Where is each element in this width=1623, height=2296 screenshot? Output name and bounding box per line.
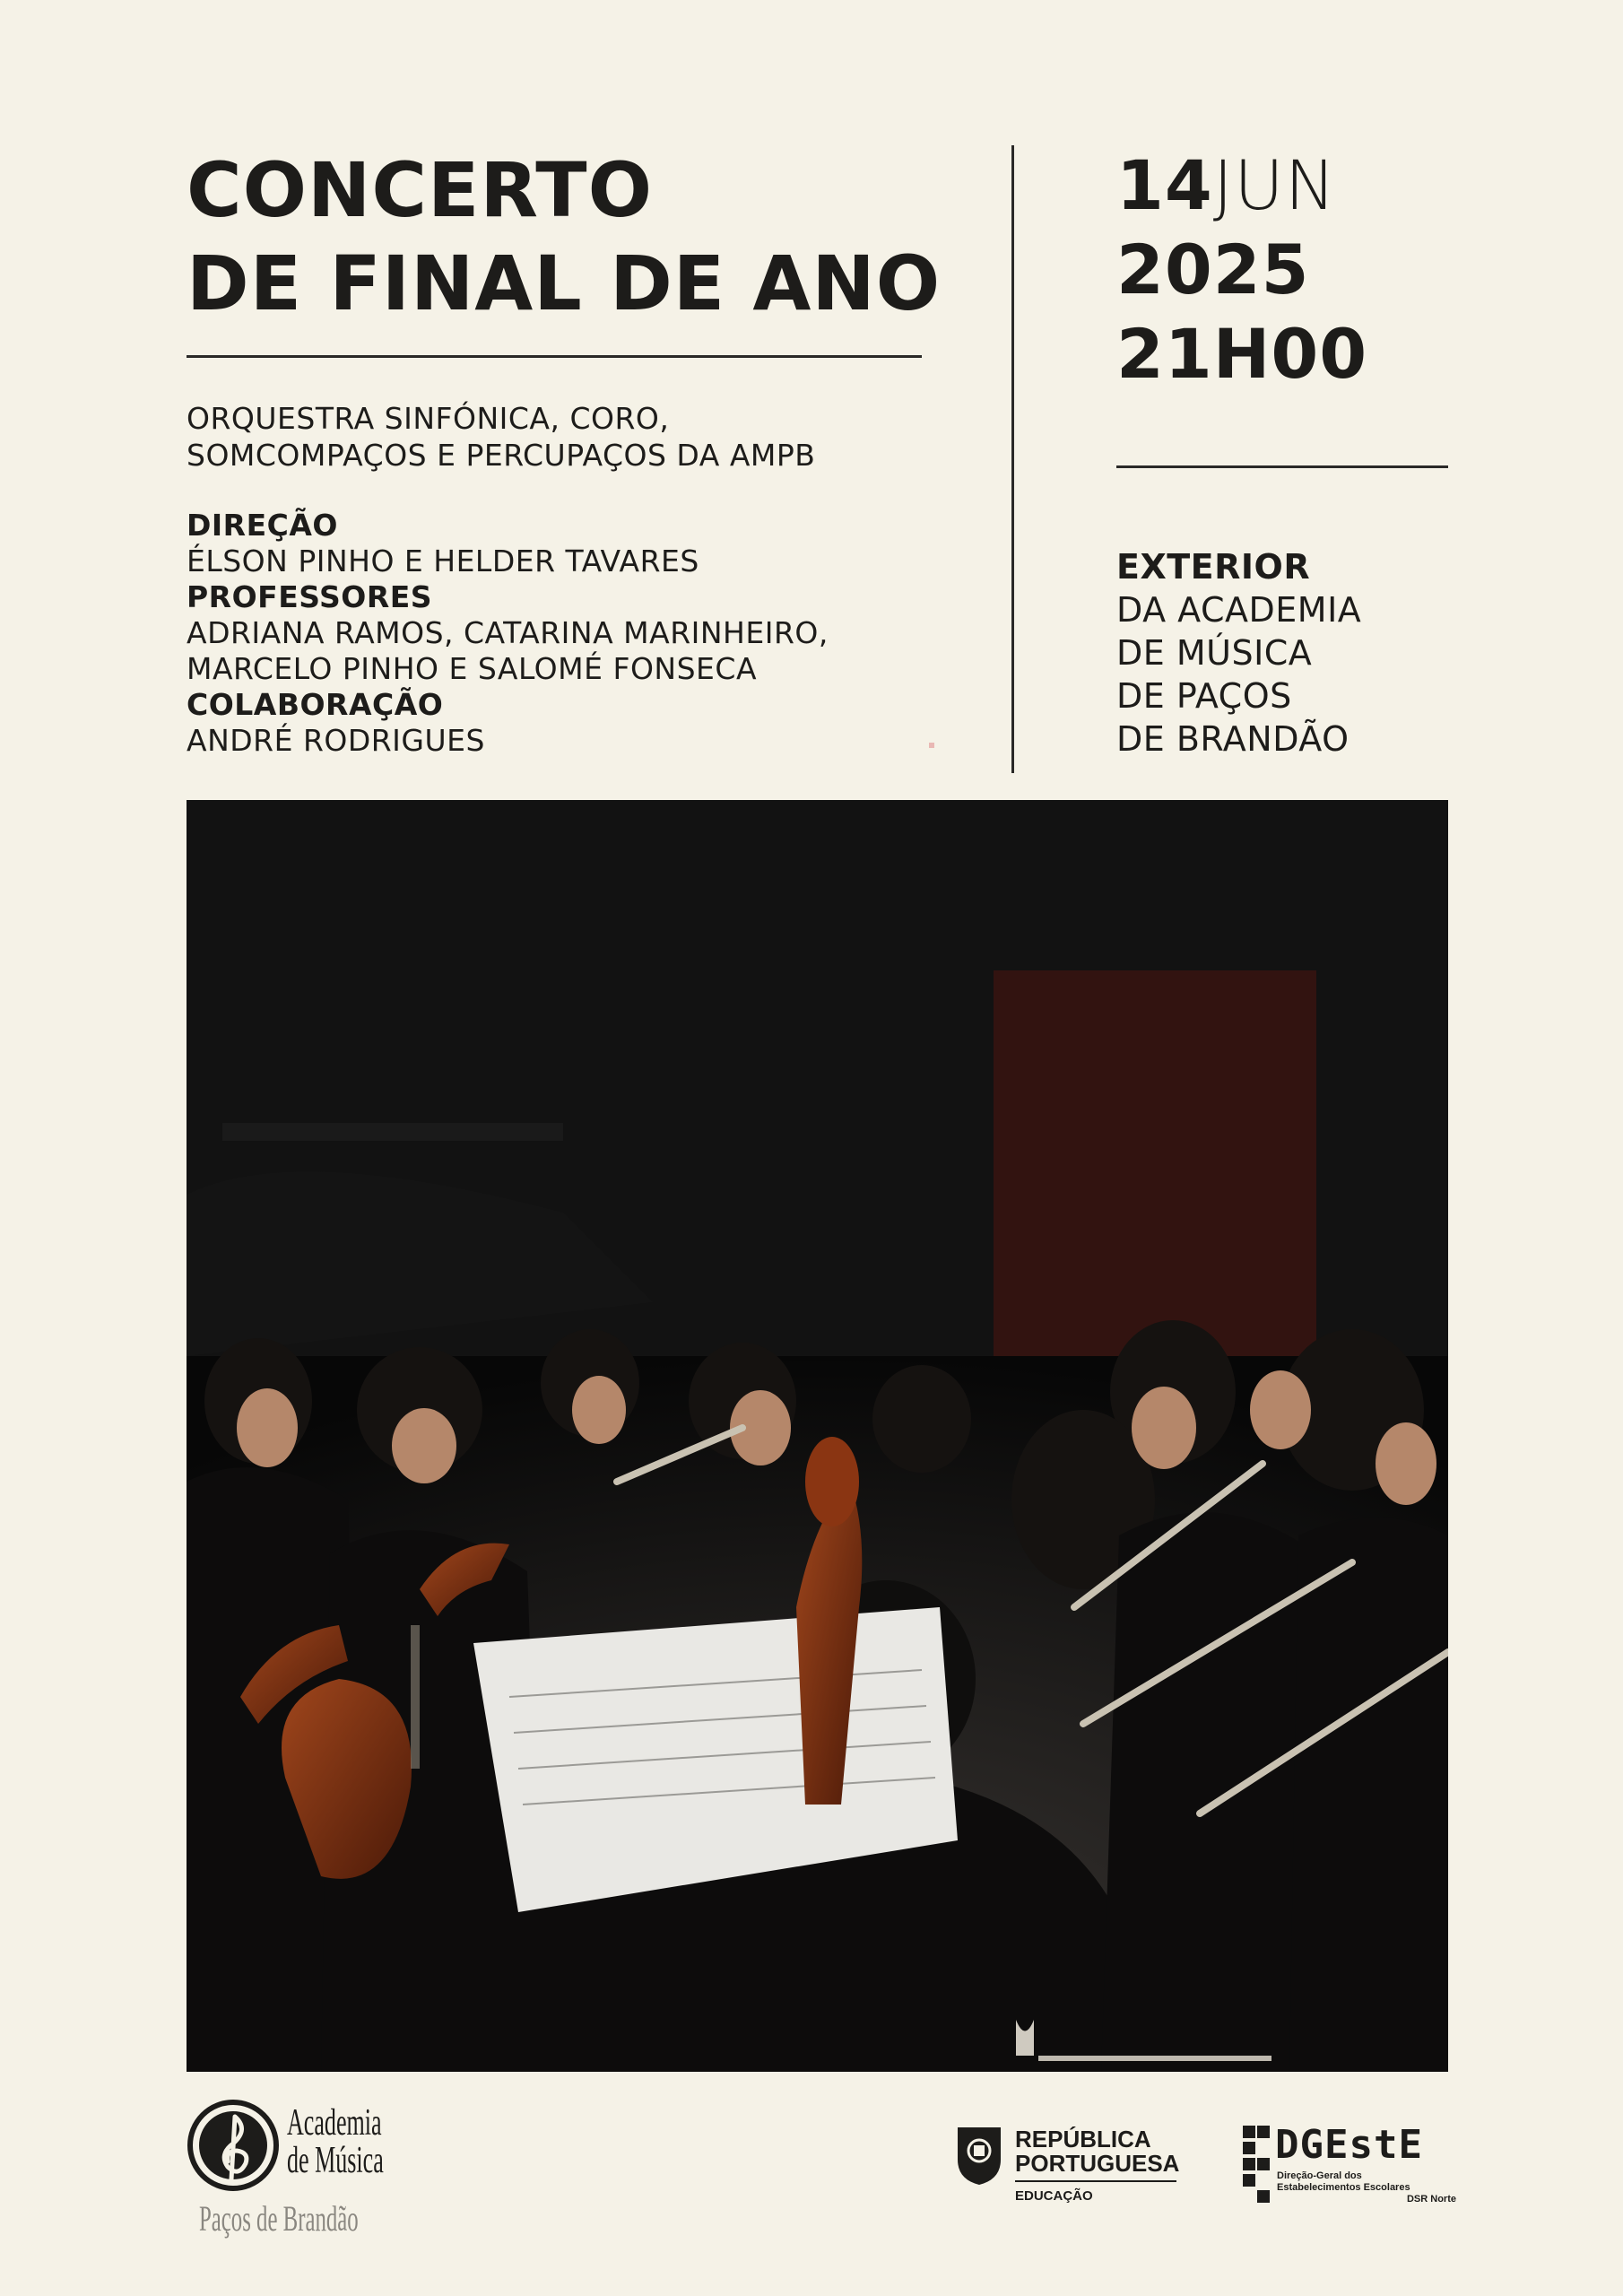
republica-wordmark — [1015, 2127, 1179, 2176]
date-day: 14 — [1116, 145, 1213, 225]
date-month: JUN — [1212, 145, 1337, 225]
decorative-dot — [929, 743, 934, 748]
vertical-divider — [1011, 145, 1014, 773]
event-time: 21H00 — [1116, 314, 1368, 394]
coat-of-arms-icon — [954, 2124, 1004, 2187]
ampb-logo — [187, 2099, 420, 2242]
dgeste-subtitle — [1277, 2170, 1456, 2205]
ampb-line-3: Paços de Brandão — [199, 2198, 359, 2239]
dgeste-sub-line-3: DSR Norte — [1406, 2194, 1456, 2205]
venue-line-3: DE PAÇOS — [1116, 676, 1292, 716]
direcao-label: DIREÇÃO — [187, 508, 338, 543]
treble-clef-icon — [187, 2099, 280, 2192]
venue-block — [1116, 545, 1493, 761]
dgeste-bars-icon — [1241, 2122, 1273, 2212]
orchestra-photo — [187, 800, 1448, 2072]
venue-line-2: DE MÚSICA — [1116, 633, 1313, 673]
professores-line-2: MARCELO PINHO E SALOMÉ FONSECA — [187, 651, 758, 686]
title-underline — [187, 355, 922, 358]
performers-line-2: SOMCOMPAÇOS E PERCUPAÇOS DA AMPB — [187, 438, 816, 473]
performers — [187, 400, 976, 474]
direcao-value: ÉLSON PINHO E HELDER TAVARES — [187, 544, 699, 578]
republica-rule — [1015, 2180, 1176, 2182]
venue-label: EXTERIOR — [1116, 547, 1311, 587]
venue-line-1: DA ACADEMIA — [1116, 590, 1362, 630]
orchestra-illustration — [187, 800, 1448, 2072]
republica-portuguesa-logo — [954, 2124, 1187, 2222]
republica-line-1: REPÚBLICA — [1015, 2126, 1151, 2152]
republica-line-2: PORTUGUESA — [1015, 2150, 1180, 2177]
title-line-2: DE FINAL DE ANO — [187, 239, 942, 327]
colaboracao-label: COLABORAÇÃO — [187, 687, 444, 722]
date-day-month — [1116, 144, 1493, 228]
event-date — [1116, 144, 1493, 396]
date-underline — [1116, 465, 1448, 468]
ampb-line-1: Academia — [287, 2102, 382, 2144]
dgeste-wordmark: DGEstE — [1275, 2122, 1423, 2168]
date-year: 2025 — [1116, 230, 1310, 309]
credits-block — [187, 508, 976, 759]
event-title — [187, 144, 949, 330]
dgeste-sub-line-2: Estabelecimentos Escolares — [1277, 2182, 1410, 2193]
professores-label: PROFESSORES — [187, 579, 433, 614]
title-line-1: CONCERTO — [187, 146, 653, 234]
dgeste-sub-line-1: Direção-Geral dos — [1277, 2170, 1362, 2181]
professores-line-1: ADRIANA RAMOS, CATARINA MARINHEIRO, — [187, 615, 829, 650]
colaboracao-value: ANDRÉ RODRIGUES — [187, 723, 485, 758]
venue-line-4: DE BRANDÃO — [1116, 719, 1350, 759]
republica-subtitle: EDUCAÇÃO — [1015, 2188, 1093, 2204]
ampb-wordmark — [287, 2104, 421, 2179]
dgeste-logo — [1241, 2122, 1456, 2221]
ampb-line-2: de Música — [287, 2140, 384, 2181]
performers-line-1: ORQUESTRA SINFÓNICA, CORO, — [187, 401, 670, 436]
